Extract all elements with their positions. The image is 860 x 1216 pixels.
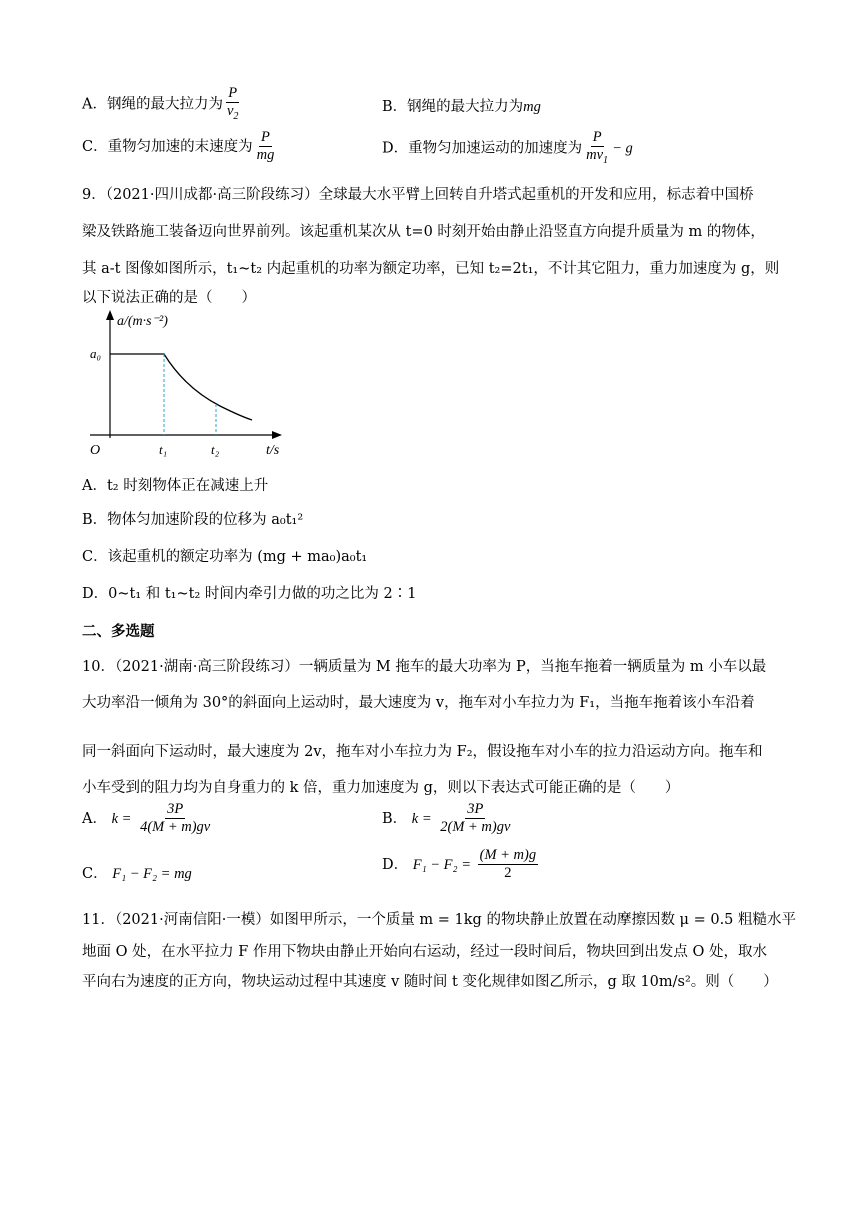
t1-label: t₁ xyxy=(159,442,168,457)
q8-option-d xyxy=(382,130,633,167)
q10-option-b-label: B． xyxy=(382,810,408,827)
origin-label: O xyxy=(90,443,101,458)
q8-option-d-tail: − g xyxy=(612,140,633,157)
q8-option-c-fraction: $\frac{P}{mg}$ xyxy=(256,129,275,163)
q10-option-d-fraction: $\frac{(M + m)g}{2}$ xyxy=(479,847,537,881)
q11-line-1: 11．（2021·河南信阳·一模）如图甲所示，一个质量 m = 1kg 的物块静止放置在动摩擦因数 μ = 0.5 粗糙水平 xyxy=(82,912,797,928)
t2-label: t₂ xyxy=(211,442,220,457)
y-axis-label: a/(m·s⁻²) xyxy=(117,314,168,329)
q8-option-c xyxy=(82,130,278,164)
q10-line-2: 大功率沿一倾角为 30°的斜面向上运动时，最大速度为 v，拖车对小车拉力为 F₁，当拖车拖着该小车沿着 xyxy=(82,695,755,711)
q9-line-3: 其 a-t 图像如图所示，t₁~t₂ 内起重机的功率为额定功率，已知 t₂=2t₁，不计其它阻力，重力加速度为 g，则 xyxy=(82,261,780,277)
q9-line-2: 梁及铁路施工装备迈向世界前列。该起重机某次从 t=0 时刻开始由静止沿竖直方向提升质量为 m 的物体， xyxy=(82,224,765,240)
q8-option-b-label: B．钢绳的最大拉力为 xyxy=(382,99,524,115)
q9-option-b: B．物体匀加速阶段的位移为 a₀t₁² xyxy=(82,512,304,528)
q8-option-c-label: C．重物匀加速的末速度为 xyxy=(82,138,253,155)
q8-option-b xyxy=(382,95,541,116)
q9-option-a: A．t₂ 时刻物体正在减速上升 xyxy=(82,478,269,494)
q10-line-4: 小车受到的阻力均为自身重力的 k 倍，重力加速度为 g，则以下表达式可能正确的是（ ） xyxy=(82,780,680,796)
q10-option-d-label: D． xyxy=(382,856,409,873)
q10-option-d-pre: F₁ − F₂ = xyxy=(412,856,471,873)
q9-option-d: D．0~t₁ 和 t₁~t₂ 时间内牵引力做的功之比为 2∶1 xyxy=(82,586,417,602)
q10-option-c-label: C． xyxy=(82,866,108,882)
q8-option-a-fraction: $\frac{P}{v_2}$ xyxy=(226,85,239,122)
q10-line-1: 10．（2021·湖南·高三阶段练习）一辆质量为 M 拖车的最大功率为 P，当拖车拖着一辆质量为 m 小车以最 xyxy=(82,659,767,675)
q11-line-3: 平向右为速度的正方向，物块运动过程中其速度 v 随时间 t 变化规律如图乙所示，g 取 10m/s²。则（ ） xyxy=(82,974,778,990)
q9-line-4: 以下说法正确的是（ ） xyxy=(82,290,256,306)
q10-option-a: A． k = $\frac{3P}{4(M + m)gv}$ xyxy=(82,801,211,835)
q10-option-c xyxy=(82,862,192,883)
x-axis-label: t/s xyxy=(266,443,280,458)
q10-option-c-expr: F₁ − F₂ = mg xyxy=(112,866,192,882)
q8-option-a-label: A．钢绳的最大拉力为 xyxy=(82,96,223,113)
a0-label: a₀ xyxy=(90,346,102,361)
q10-option-a-fraction: $\frac{3P}{4(M + m)gv}$ xyxy=(140,801,211,835)
section-heading-multi-choice: 二、多选题 xyxy=(82,623,155,640)
y-axis-arrow xyxy=(106,310,114,320)
q10-line-3: 同一斜面向下运动时，最大速度为 2v，拖车对小车拉力为 F₂，假设拖车对小车的拉力沿运动方向。拖车和 xyxy=(82,744,763,760)
q10-option-d xyxy=(382,848,540,882)
q10-option-b-fraction: $\frac{3P}{2(M + m)gv}$ xyxy=(440,801,511,835)
q9-option-c: C．该起重机的额定功率为 (mg + ma₀)a₀t₁ xyxy=(82,549,368,565)
q8-option-d-fraction: $\frac{P}{mv_1}$ xyxy=(586,129,609,166)
a-t-graph xyxy=(80,308,300,468)
x-axis-arrow xyxy=(272,431,282,439)
acceleration-curve xyxy=(110,354,252,420)
q8-option-d-label: D．重物匀加速运动的加速度为 xyxy=(382,140,583,157)
q9-line-1: 9．（2021·四川成都·高三阶段练习）全球最大水平臂上回转自升塔式起重机的开发和应用，标志着中国桥 xyxy=(82,187,754,203)
q10-option-b: B． k = $\frac{3P}{2(M + m)gv}$ xyxy=(382,801,511,835)
q11-line-2: 地面 O 处，在水平拉力 F 作用下物块由静止开始向右运动，经过一段时间后，物块回到出发点 O 处，取水 xyxy=(82,944,767,960)
q8-option-a xyxy=(82,86,242,123)
q8-option-b-expr: mg xyxy=(523,99,541,115)
q10-option-a-label: A． xyxy=(82,810,107,827)
